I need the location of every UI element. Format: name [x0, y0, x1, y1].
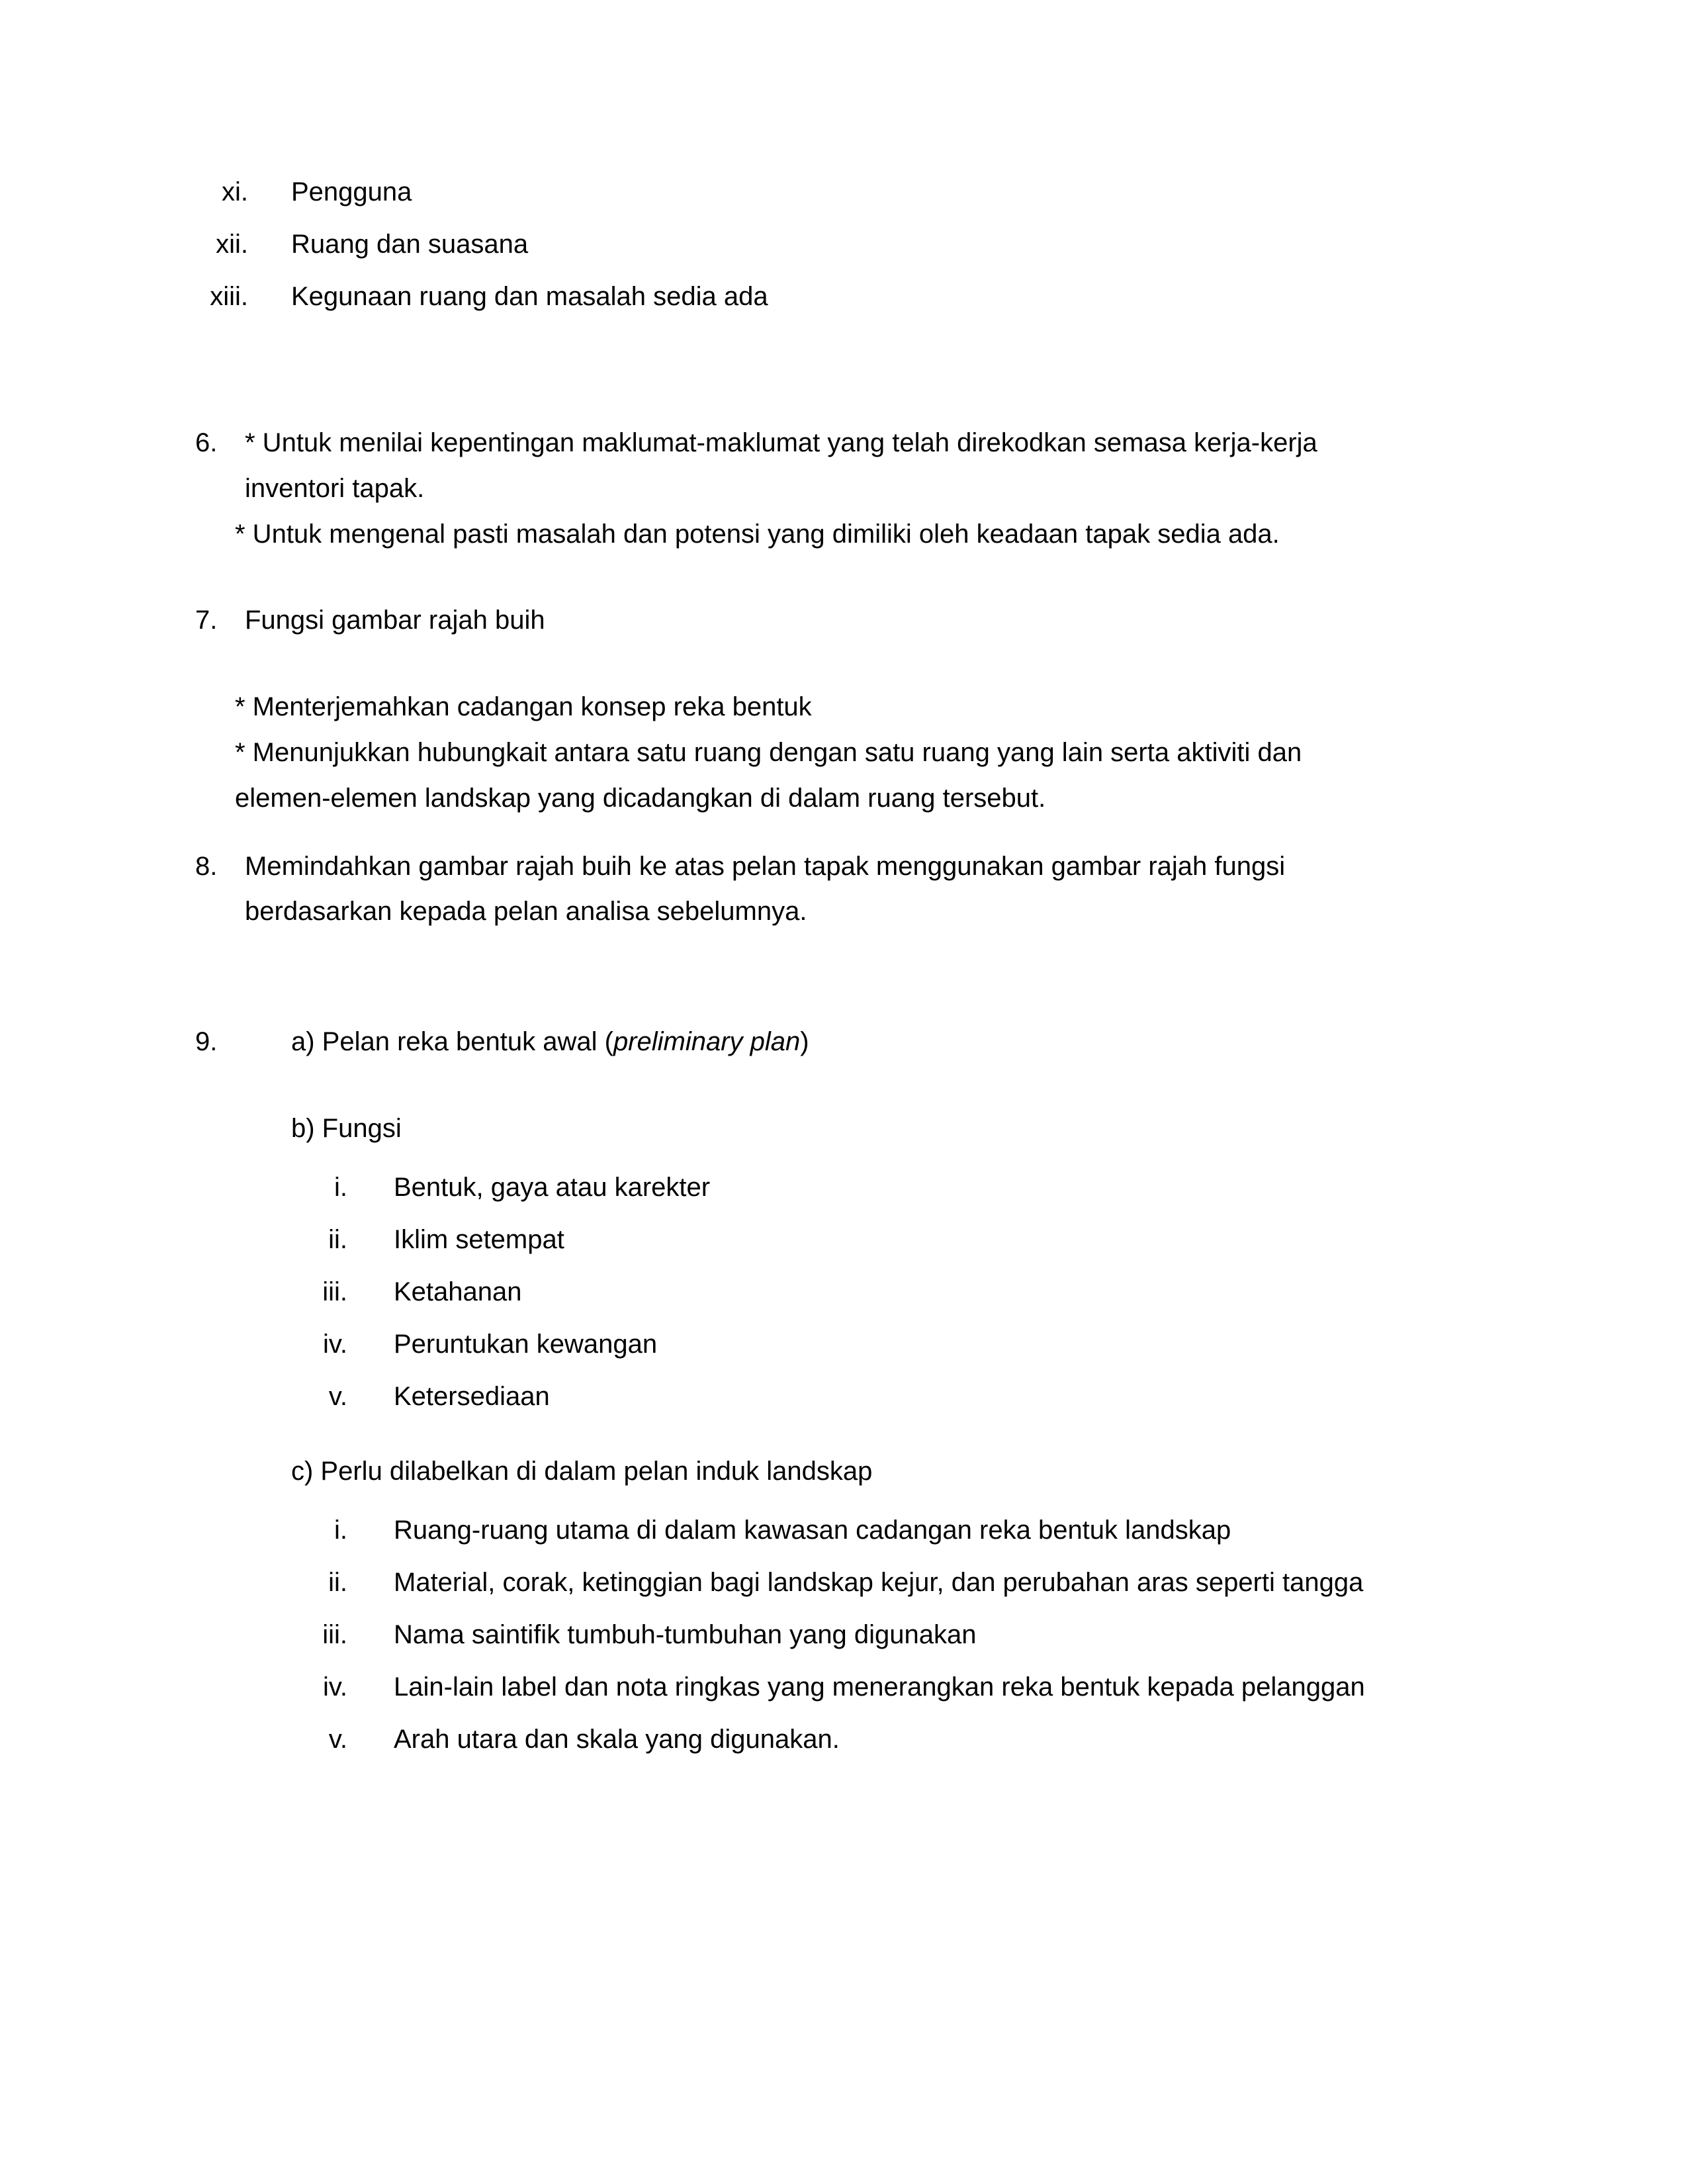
list-item-label: Kegunaan ruang dan masalah sedia ada	[291, 282, 768, 311]
list-item-label: Ruang-ruang utama di dalam kawasan cadangan reka bentuk landskap	[394, 1515, 1231, 1545]
document-body	[195, 179, 1462, 1778]
list-item-label: Nama saintifik tumbuh-tumbuhan yang digunakan	[394, 1619, 977, 1649]
item-9-sub-b-list	[195, 1174, 1462, 1410]
item-8-marker: 8.	[195, 851, 218, 881]
item-6-bullet-2: * Untuk mengenal pasti masalah dan potensi yang dimiliki oleh keadaan tapak sedia ada.	[235, 519, 1280, 549]
item-7-heading: Fungsi gambar rajah buih	[245, 606, 545, 635]
item-9-sub-a-prefix: a) Pelan reka bentuk awal (	[291, 1027, 613, 1057]
list-item-numeral: ii.	[328, 1567, 347, 1597]
spacer	[195, 1065, 1462, 1106]
list-item	[195, 1279, 1462, 1305]
spacer	[195, 1152, 1462, 1174]
item-6-marker: 6.	[195, 428, 218, 457]
item-6-line-1: * Untuk menilai kepentingan maklumat-maklumat yang telah direkodkan semasa kerja-kerja	[245, 428, 1317, 457]
list-item-numeral: iii.	[322, 1277, 347, 1306]
list-item-numeral: ii.	[328, 1224, 347, 1254]
item-6-line-2: inventori tapak.	[245, 473, 425, 503]
list-item-numeral: v.	[328, 1381, 347, 1411]
list-item-numeral: xi.	[222, 177, 248, 206]
list-item	[195, 1621, 1462, 1648]
list-item	[195, 283, 1462, 310]
item-8-line-1: Memindahkan gambar rajah buih ke atas pelan tapak menggunakan gambar rajah fungsi	[245, 851, 1286, 881]
list-item-numeral: i.	[334, 1172, 347, 1202]
list-item	[195, 1517, 1462, 1543]
spacer	[195, 934, 1462, 1019]
item-9-sub-a-italic: preliminary plan	[613, 1027, 801, 1057]
item-7-bullet-1: * Menterjemahkan cadangan konsep reka bentuk	[235, 692, 812, 722]
item-9-sub-a-suffix: )	[800, 1027, 809, 1057]
list-item-label: Ruang dan suasana	[291, 230, 529, 259]
list-item	[195, 179, 1462, 205]
item-9-marker: 9.	[195, 1027, 218, 1057]
list-item-label: Pengguna	[291, 177, 412, 206]
list-item-numeral: iv.	[322, 1672, 347, 1702]
item-9-sub-b: b) Fungsi	[291, 1113, 402, 1143]
list-item-label: Ketahanan	[394, 1277, 522, 1306]
list-item-label: Arah utara dan skala yang digunakan.	[394, 1724, 840, 1754]
spacer	[195, 336, 1462, 420]
list-item	[195, 1383, 1462, 1410]
spacer	[195, 821, 1462, 844]
list-item-numeral: i.	[334, 1515, 347, 1545]
numbered-item-7	[195, 598, 1462, 643]
list-item	[195, 1726, 1462, 1752]
list-item-numeral: iv.	[322, 1329, 347, 1359]
list-item	[195, 1674, 1462, 1700]
item-7-bullet-2-line-1: * Menunjukkan hubungkait antara satu ruang dengan satu ruang yang lain serta aktiviti dan	[235, 737, 1302, 767]
list-item	[195, 1226, 1462, 1253]
spacer	[195, 1494, 1462, 1517]
list-item	[195, 231, 1462, 257]
list-item-label: Peruntukan kewangan	[394, 1329, 658, 1359]
numbered-item-9	[195, 1019, 1462, 1752]
item-7-marker: 7.	[195, 606, 218, 635]
list-item-label: Iklim setempat	[394, 1224, 564, 1254]
list-item-label: Lain-lain label dan nota ringkas yang menerangkan reka bentuk kepada pelanggan	[394, 1672, 1365, 1702]
spacer	[195, 1435, 1462, 1449]
spacer	[195, 643, 1462, 684]
list-item	[195, 1569, 1462, 1596]
item-9-sub-c-list	[195, 1517, 1462, 1752]
list-item-numeral: iii.	[322, 1619, 347, 1649]
list-item	[195, 1174, 1462, 1201]
item-7-bullet-2	[195, 730, 1462, 776]
numbered-item-8	[195, 844, 1462, 935]
item-9-sub-a	[195, 1019, 1462, 1065]
item-9-sub-c: c) Perlu dilabelkan di dalam pelan induk landskap	[291, 1456, 873, 1486]
item-8-line-2: berdasarkan kepada pelan analisa sebelumnya.	[245, 897, 807, 927]
spacer	[195, 557, 1462, 598]
list-item-numeral: v.	[328, 1724, 347, 1754]
list-item-numeral: xiii.	[210, 282, 248, 311]
list-item-label: Ketersediaan	[394, 1381, 550, 1411]
numbered-item-6	[195, 420, 1462, 512]
list-item-numeral: xii.	[216, 230, 248, 259]
list-item-label: Bentuk, gaya atau karekter	[394, 1172, 711, 1202]
list-item	[195, 1331, 1462, 1357]
list-item-label: Material, corak, ketinggian bagi landskap kejur, dan perubahan aras seperti tangga	[394, 1567, 1364, 1597]
item-7-bullet-2-line-2: elemen-elemen landskap yang dicadangkan di dalam ruang tersebut.	[235, 783, 1046, 813]
top-roman-list	[195, 179, 1462, 310]
